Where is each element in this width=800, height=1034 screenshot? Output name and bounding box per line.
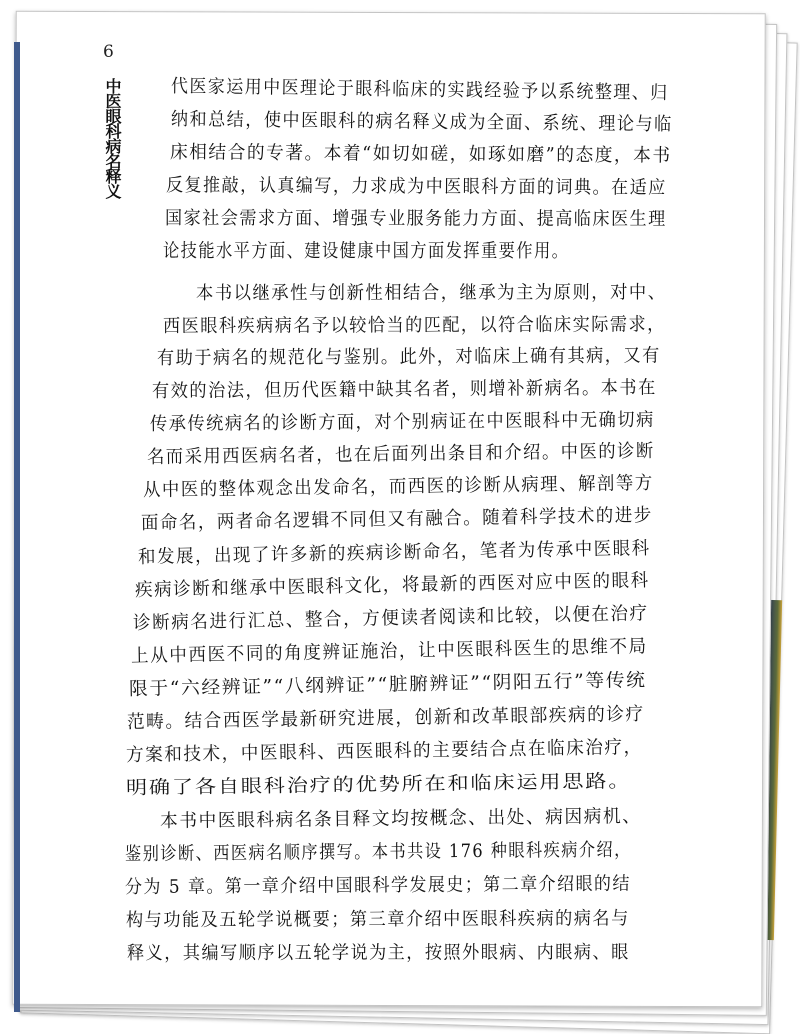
- text-line: 有助于病名的规范化与鉴别。此外，对临床上确有其病，又有: [156, 345, 661, 369]
- text-line: 诊断病名进行汇总、整合，方便读者阅读和比较，以便在治疗: [132, 603, 649, 634]
- text-line: 论技能水平方面、建设健康中国方面发挥重要作用。: [163, 241, 570, 262]
- text-line: 构与功能及五轮学说概要；第三章介绍中医眼科疾病的病名与: [125, 908, 630, 931]
- text-line: 释义，其编写顺序以五轮学说为主，按照外眼病、内眼病、眼: [126, 942, 630, 964]
- text-line: 面命名，两者命名逻辑不同但又有融合。随着科学技术的进步: [140, 504, 653, 534]
- text-line: 国家社会需求方面、增强专业服务能力方面、提高临床医生理: [164, 208, 667, 230]
- text-line: 鉴别诊断、西医病名顺序撰写。本书共设 176 种眼科疾病介绍，: [124, 839, 632, 865]
- text-line: 有效的治法，但历代医籍中缺其名者，则增补新病名。本书在: [151, 377, 657, 402]
- text-line: 从中医的整体观念出发命名，而西医的诊断从病理、解剖等方: [142, 472, 654, 501]
- text-line: 西医眼科疾病病名予以较恰当的匹配，以符合临床实际需求，: [162, 314, 666, 337]
- text-line: 方案和技术，中医眼科、西医眼科的主要结合点在临床治疗，: [125, 736, 643, 766]
- text-line: 本书以继承性与创新性相结合，继承为主为原则，对中、: [195, 282, 667, 304]
- text-line: 分为 5 章。第一章介绍中国眼科学发展史；第二章介绍眼的结: [124, 873, 632, 898]
- text-line: 传承传统病名的诊断方面，对个别病证在中医眼科中无确切病: [149, 409, 655, 435]
- text-line: 纳和总结，使中医眼科的病名释义成为全面、系统、理论与临: [170, 109, 673, 136]
- text-line: 范畴。结合西医学最新研究进展，创新和改革眼部疾病的诊疗: [126, 703, 645, 733]
- text-line: 上从中西医不同的角度辨证施治，让中医眼科医生的思维不局: [130, 636, 648, 667]
- running-title: 中医眼科病名释义: [103, 78, 122, 198]
- text-line: 本书中医眼科病名条目释文均按概念、出处、病因病机、: [159, 805, 642, 832]
- page-number: 6: [103, 42, 114, 62]
- text-line: 明确了各自眼科治疗的优势所在和临床运用思路。: [125, 770, 632, 799]
- text-line: 床相结合的专著。本着“如切如磋，如琢如磨”的态度，本书: [169, 142, 672, 167]
- text-line: 和发展，出现了许多新的疾病诊断命名，笔者为传承中医眼科: [137, 538, 651, 568]
- text-line: 名而采用西医病名者，也在后面列出条目和介绍。中医的诊断: [146, 440, 655, 468]
- text-line: 限于“六经辨证”“八纲辨证”“脏腑辨证”“阴阳五行”等传统: [128, 669, 647, 700]
- text-line: 代医家运用中医理论于眼科临床的实践经验予以系统整理、归: [170, 76, 669, 104]
- text-line: 反复推敲，认真编写，力求成为中医眼科方面的词典。在适应: [165, 175, 667, 199]
- text-line: 疾病诊断和继承中医眼科文化，将最新的西医对应中医的眼科: [134, 570, 650, 601]
